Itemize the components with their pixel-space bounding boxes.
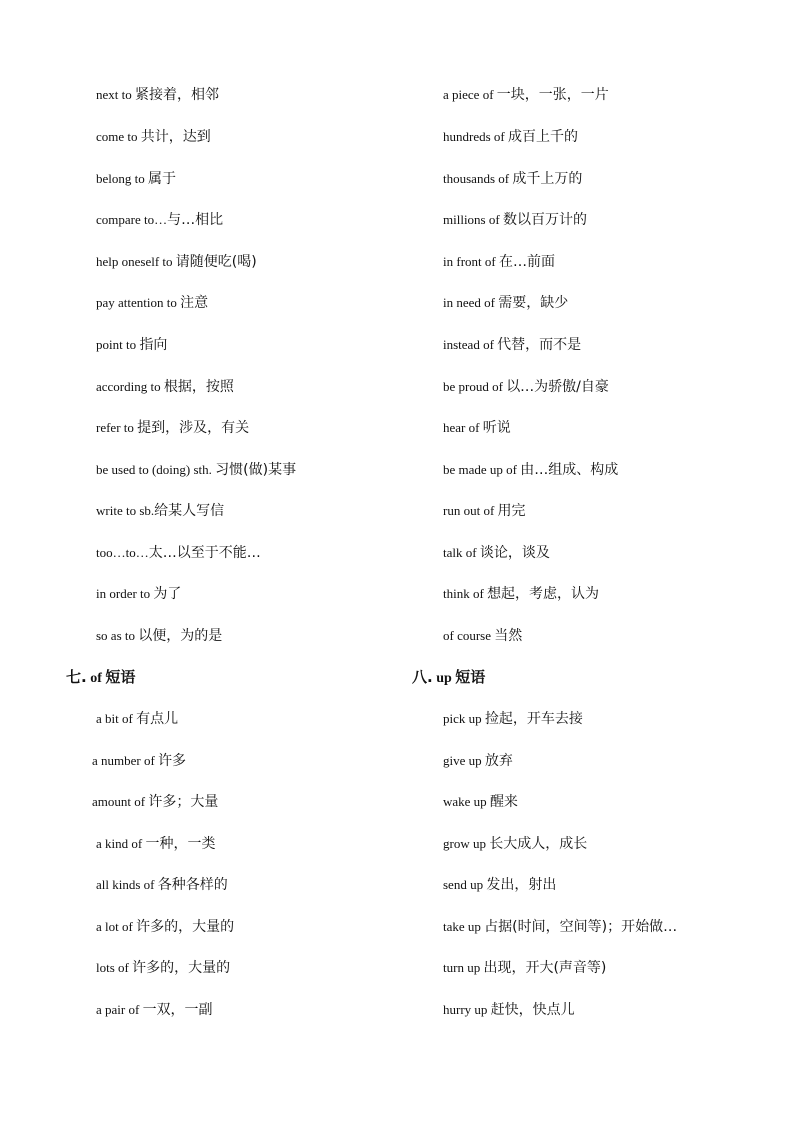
phrase-english: of course bbox=[443, 628, 495, 643]
phrase-chinese: 醒来 bbox=[489, 794, 518, 810]
phrase-chinese: 捡起，开车去接 bbox=[484, 711, 583, 727]
phrase-chinese: 有点儿 bbox=[136, 711, 179, 727]
phrase-english: a pair of bbox=[96, 1002, 143, 1017]
phrase-chinese: 出现，开大(声音等) bbox=[483, 960, 607, 976]
phrase-english: write to sb. bbox=[96, 503, 155, 518]
phrase-chinese: 共计，达到 bbox=[140, 129, 211, 145]
phrase-english: all kinds of bbox=[96, 877, 158, 892]
phrase-english: in need of bbox=[443, 295, 499, 310]
phrase-english: amount of bbox=[92, 794, 149, 809]
phrase-chinese: 许多 bbox=[158, 753, 187, 769]
phrase-english: a lot of bbox=[96, 919, 137, 934]
phrase-english: point to bbox=[96, 337, 140, 352]
phrase-chinese: 长大成人，成长 bbox=[489, 836, 588, 852]
phrase-english: so as to bbox=[96, 628, 139, 643]
phrase-chinese: 注意 bbox=[180, 295, 209, 311]
phrase-english: too…to… bbox=[96, 545, 149, 560]
phrase-english: hurry up bbox=[443, 1002, 491, 1017]
phrase-chinese: 紧接着，相邻 bbox=[135, 87, 219, 103]
phrase-english: a number of bbox=[92, 753, 159, 768]
phrase-english: hundreds of bbox=[443, 129, 508, 144]
phrase-chinese: 想起，考虑，认为 bbox=[487, 586, 600, 602]
phrase-chinese: 由…组成、构成 bbox=[520, 462, 619, 478]
phrase-chinese: 代替，而不是 bbox=[497, 337, 582, 353]
phrase-english: pick up bbox=[443, 711, 485, 726]
phrase-english: refer to bbox=[96, 420, 138, 435]
phrase-chinese: 需要，缺少 bbox=[498, 295, 569, 311]
phrase-chinese: 当然 bbox=[494, 628, 523, 644]
phrase-chinese: 谈论，谈及 bbox=[479, 545, 550, 561]
phrase-chinese: 属于 bbox=[148, 171, 176, 187]
phrase-english: run out of bbox=[443, 503, 498, 518]
phrase-english: pay attention to bbox=[96, 295, 181, 310]
phrase-english: lots of bbox=[96, 960, 133, 975]
phrase-chinese: 一种，一类 bbox=[145, 836, 216, 852]
list-item bbox=[443, 918, 677, 936]
phrase-chinese: 赶快，快点儿 bbox=[490, 1002, 575, 1018]
list-item bbox=[443, 876, 556, 894]
phrase-english: talk of bbox=[443, 545, 480, 560]
phrase-chinese: 许多的，大量的 bbox=[132, 960, 231, 976]
phrase-chinese: 提到，涉及，有关 bbox=[137, 420, 250, 436]
phrase-chinese: 成千上万的 bbox=[512, 171, 583, 187]
phrase-english: be made up of bbox=[443, 462, 521, 477]
list-item bbox=[443, 835, 587, 853]
phrase-chinese: 根据，按照 bbox=[163, 379, 234, 395]
phrase-english: in front of bbox=[443, 254, 499, 269]
phrase-chinese: 发出，射出 bbox=[486, 877, 557, 893]
phrase-chinese: 习惯(做)某事 bbox=[215, 462, 297, 478]
phrase-chinese: 放弃 bbox=[484, 753, 513, 769]
list-item bbox=[443, 793, 518, 811]
phrase-english: thousands of bbox=[443, 171, 513, 186]
phrase-english: belong to bbox=[96, 171, 148, 186]
phrase-english: hear of bbox=[443, 420, 483, 435]
phrase-english: help oneself to bbox=[96, 254, 176, 269]
phrase-english: a kind of bbox=[96, 836, 146, 851]
phrase-english: in order to bbox=[96, 586, 154, 601]
list-item bbox=[443, 1001, 575, 1019]
phrase-chinese: 听说 bbox=[482, 420, 511, 436]
list-item bbox=[443, 959, 606, 977]
phrase-chinese: 在…前面 bbox=[498, 254, 555, 270]
list-item bbox=[443, 710, 583, 728]
phrase-english: turn up bbox=[443, 960, 484, 975]
list-item bbox=[443, 752, 513, 770]
phrase-english: give up bbox=[443, 753, 485, 768]
phrase-english: think of bbox=[443, 586, 488, 601]
phrase-english: a piece of bbox=[443, 87, 497, 102]
phrase-english: a bit of bbox=[96, 711, 137, 726]
phrase-english: grow up bbox=[443, 836, 490, 851]
phrase-english: next to bbox=[96, 87, 135, 102]
phrase-chinese: 为了 bbox=[153, 586, 182, 602]
phrase-chinese: 用完 bbox=[497, 503, 526, 519]
phrase-chinese: 指向 bbox=[139, 337, 168, 353]
phrase-chinese: 请随便吃(喝) bbox=[175, 254, 257, 270]
phrase-chinese: 数以百万计的 bbox=[502, 212, 587, 228]
phrase-chinese: 各种各样的 bbox=[157, 877, 228, 893]
phrase-chinese: 与…相比 bbox=[167, 212, 224, 228]
section-heading: 八. up 短语 bbox=[412, 668, 486, 686]
phrase-chinese: 许多；大量 bbox=[148, 794, 219, 810]
phrase-chinese: 以…为骄傲/自豪 bbox=[506, 379, 609, 395]
phrase-english: millions of bbox=[443, 212, 503, 227]
phrase-chinese: 太…以至于不能… bbox=[148, 545, 261, 561]
phrase-english: be used to (doing) sth. bbox=[96, 462, 216, 477]
phrase-english: send up bbox=[443, 877, 487, 892]
phrase-english: come to bbox=[96, 129, 141, 144]
phrase-english: according to bbox=[96, 379, 164, 394]
phrase-chinese: 许多的，大量的 bbox=[136, 919, 235, 935]
phrase-english: be proud of bbox=[443, 379, 507, 394]
phrase-english: take up bbox=[443, 919, 485, 934]
phrase-chinese: 成百上千的 bbox=[508, 129, 578, 145]
phrase-english: wake up bbox=[443, 794, 490, 809]
phrase-english: instead of bbox=[443, 337, 498, 352]
phrase-chinese: 一块，一张，一片 bbox=[496, 87, 609, 103]
phrase-chinese: 给某人写信 bbox=[154, 503, 225, 519]
phrase-chinese: 一双，一副 bbox=[142, 1002, 213, 1018]
section-heading: 七. of 短语 bbox=[66, 668, 136, 686]
phrase-english: compare to… bbox=[96, 212, 168, 227]
phrase-chinese: 占据(时间，空间等)；开始做… bbox=[484, 919, 678, 935]
phrase-chinese: 以便，为的是 bbox=[138, 628, 223, 644]
